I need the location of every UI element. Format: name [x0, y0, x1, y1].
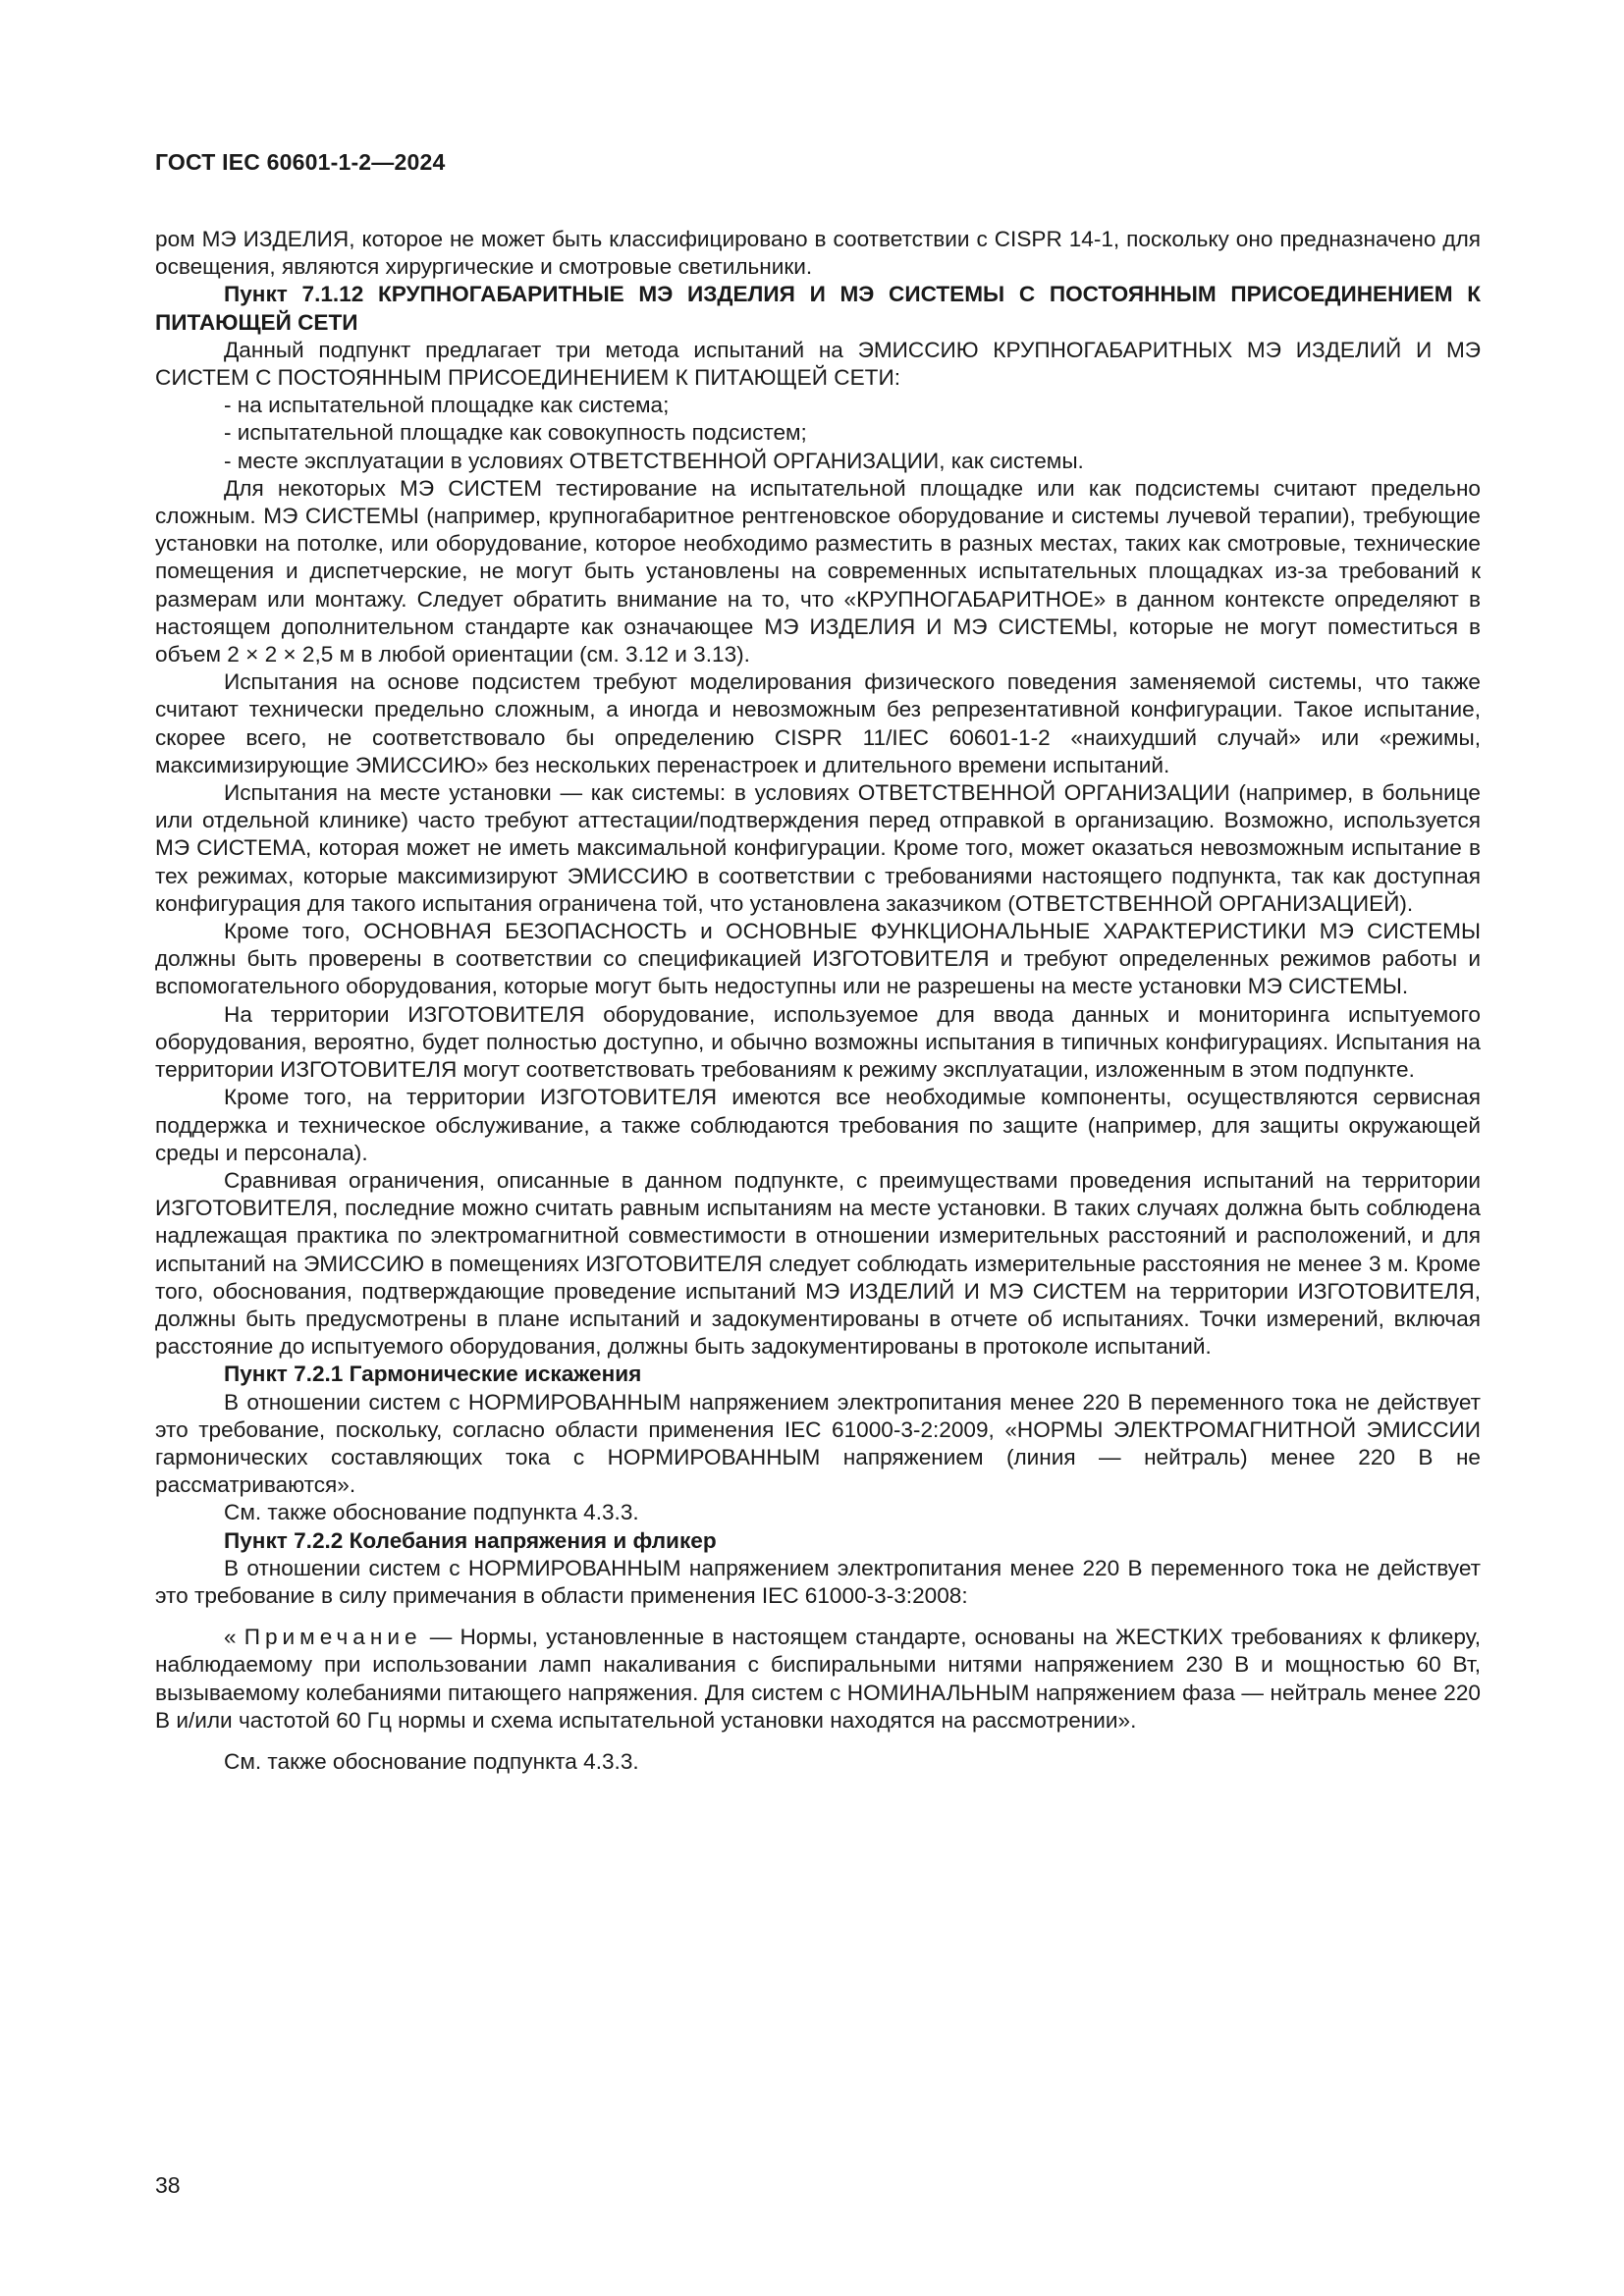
list-item: - месте эксплуатации в условиях ОТВЕТСТВЕННОЙ ОРГАНИЗАЦИИ, как системы. — [224, 448, 1084, 473]
note-paragraph — [155, 1624, 1481, 1735]
paragraph: Данный подпункт предлагает три метода испытаний на ЭМИССИЮ КРУПНОГАБАРИТНЫХ МЭ ИЗДЕЛИЙ И МЭ СИСТЕМ С ПОСТОЯННЫМ ПРИСОЕДИНЕНИЕМ К ПИТАЮЩЕЙ СЕТИ: — [155, 337, 1481, 391]
document-body — [155, 226, 1481, 1776]
closing-paragraph: См. также обоснование подпункта 4.3.3. — [224, 1748, 639, 1774]
paragraph: Испытания на месте установки — как системы: в условиях ОТВЕТСТВЕННОЙ ОРГАНИЗАЦИИ (например, в больнице или отдельной клинике) часто требуют аттестации/подтверждения перед отправкой в организацию. Возможно, используется МЭ СИСТЕМА, которая может не иметь максимальной конфигурации. Кроме того, может оказаться невозможным испытание в тех режимах, которые максимизируют ЭМИССИЮ в соответствии с требованиями настоящего подпункта, так как доступная конфигурация для такого испытания ограничена той, что установлена заказчиком (ОТВЕТСТВЕННОЙ ОРГАНИЗАЦИЕЙ). — [155, 780, 1481, 916]
section-heading: Пункт 7.2.1 Гармонические искажения — [224, 1362, 642, 1387]
paragraph: В отношении систем с НОРМИРОВАННЫМ напряжением электропитания менее 220 В переменного тока не действует это требование в силу примечания в области применения IEC 61000-3-3:2008: — [155, 1555, 1481, 1608]
note-open-quote: « — [224, 1625, 237, 1650]
paragraph: Кроме того, на территории ИЗГОТОВИТЕЛЯ имеются все необходимые компоненты, осуществляются сервисная поддержка и техническое обслуживание, а также соблюдаются требования по защите (например, для защиты окружающей среды и персонала). — [155, 1085, 1481, 1165]
paragraph: ром МЭ ИЗДЕЛИЯ, которое не может быть классифицировано в соответствии с CISPR 14-1, поскольку оно предназначено для освещения, являются хирургические и смотровые светильники. — [155, 227, 1481, 280]
paragraph: В отношении систем с НОРМИРОВАННЫМ напряжением электропитания менее 220 В переменного тока не действует это требование, поскольку, согласно области применения IEC 61000-3-2:2009, «НОРМЫ ЭЛЕКТРОМАГНИТНОЙ ЭМИССИИ гармонических составляющих тока с НОРМИРОВАННЫМ напряжением (линия — нейтраль) менее 220 В не рассматриваются». — [155, 1389, 1481, 1498]
document-header: ГОСТ IEC 60601-1-2—2024 — [155, 149, 446, 175]
paragraph: См. также обоснование подпункта 4.3.3. — [224, 1500, 639, 1525]
list-item: - испытательной площадке как совокупность подсистем; — [224, 420, 807, 446]
paragraph: На территории ИЗГОТОВИТЕЛЯ оборудование, используемое для ввода данных и мониторинга испытуемого оборудования, вероятно, будет полностью доступно, и обычно возможны испытания в типичных конфигурациях. Испытания на территории ИЗГОТОВИТЕЛЯ могут соответствовать требованиям к режиму эксплуатации, изложенным в этом подпункте. — [155, 1001, 1481, 1083]
paragraph: Кроме того, ОСНОВНАЯ БЕЗОПАСНОСТЬ и ОСНОВНЫЕ ФУНКЦИОНАЛЬНЫЕ ХАРАКТЕРИСТИКИ МЭ СИСТЕМЫ должны быть проверены в соответствии со спецификацией ИЗГОТОВИТЕЛЯ и требуют определенных режимов работы и вспомогательного оборудования, которые могут быть недоступны или не разрешены на месте установки МЭ СИСТЕМЫ. — [155, 919, 1481, 999]
page-number: 38 — [155, 2172, 181, 2198]
paragraph: Испытания на основе подсистем требуют моделирования физического поведения заменяемой системы, что также считают технически предельно сложным, а иногда и невозможным без репрезентативной конфигурации. Такое испытание, скорее всего, не соответствовало бы определению CISPR 11/IEC 60601-1-2 «наихудший случай» или «режимы, максимизирующие ЭМИССИЮ» без нескольких перенастроек и длительного времени испытаний. — [155, 669, 1481, 777]
section-heading: Пункт 7.1.12 КРУПНОГАБАРИТНЫЕ МЭ ИЗДЕЛИЯ И МЭ СИСТЕМЫ С ПОСТОЯННЫМ ПРИСОЕДИНЕНИЕМ К ПИТАЮЩЕЙ СЕТИ — [155, 282, 1481, 335]
list-item: - на испытательной площадке как система; — [224, 393, 670, 418]
paragraph: Для некоторых МЭ СИСТЕМ тестирование на испытательной площадке или как подсистемы считают предельно сложным. МЭ СИСТЕМЫ (например, крупногабаритное рентгеновское оборудование и системы лучевой терапии), требующие установки на потолке, или оборудование, которое необходимо разместить в разных местах, таких как смотровые, технические помещения и диспетчерские, не могут быть установлены на современных испытательных площадках из-за требований к размерам или монтажу. Следует обратить внимание на то, что «КРУПНОГАБАРИТНОЕ» в данном контексте определяют в настоящем дополнительном стандарте как означающее МЭ ИЗДЕЛИЯ И МЭ СИСТЕМЫ, которые не могут поместиться в объем 2 × 2 × 2,5 м в любой ориентации (см. 3.12 и 3.13). — [155, 475, 1481, 667]
note-text: — Нормы, установленные в настоящем стандарте, основаны на ЖЕСТКИХ требованиях к фликеру, наблюдаемому при использовании ламп накаливания с биспиральными нитями напряжением 230 В и мощностью 60 Вт, вызываемому колебаниями питающего напряжения. Для систем с НОМИНАЛЬНЫМ напряжением фаза — нейтраль менее 220 В и/или частотой 60 Гц нормы и схема испытательной установки находятся на рассмотрении». — [155, 1625, 1481, 1733]
note-label: Примечание — [244, 1625, 422, 1650]
paragraph: Сравнивая ограничения, описанные в данном подпункте, с преимуществами проведения испытаний на территории ИЗГОТОВИТЕЛЯ, последние можно считать равным испытаниям на месте установки. В таких случаях должна быть соблюдена надлежащая практика по электромагнитной совместимости в отношении измерительных расстояний и расположений, и для испытаний на ЭМИССИЮ в помещениях ИЗГОТОВИТЕЛЯ следует соблюдать измерительные расстояния не менее 3 м. Кроме того, обоснования, подтверждающие проведение испытаний МЭ ИЗДЕЛИЙ И МЭ СИСТЕМ на территории ИЗГОТОВИТЕЛЯ, должны быть предусмотрены в плане испытаний и задокументированы в отчете об испытаниях. Точки измерений, включая расстояние до испытуемого оборудования, должны быть задокументированы в протоколе испытаний. — [155, 1167, 1481, 1360]
section-heading: Пункт 7.2.2 Колебания напряжения и фликер — [224, 1527, 717, 1553]
document-page — [155, 0, 1481, 2296]
